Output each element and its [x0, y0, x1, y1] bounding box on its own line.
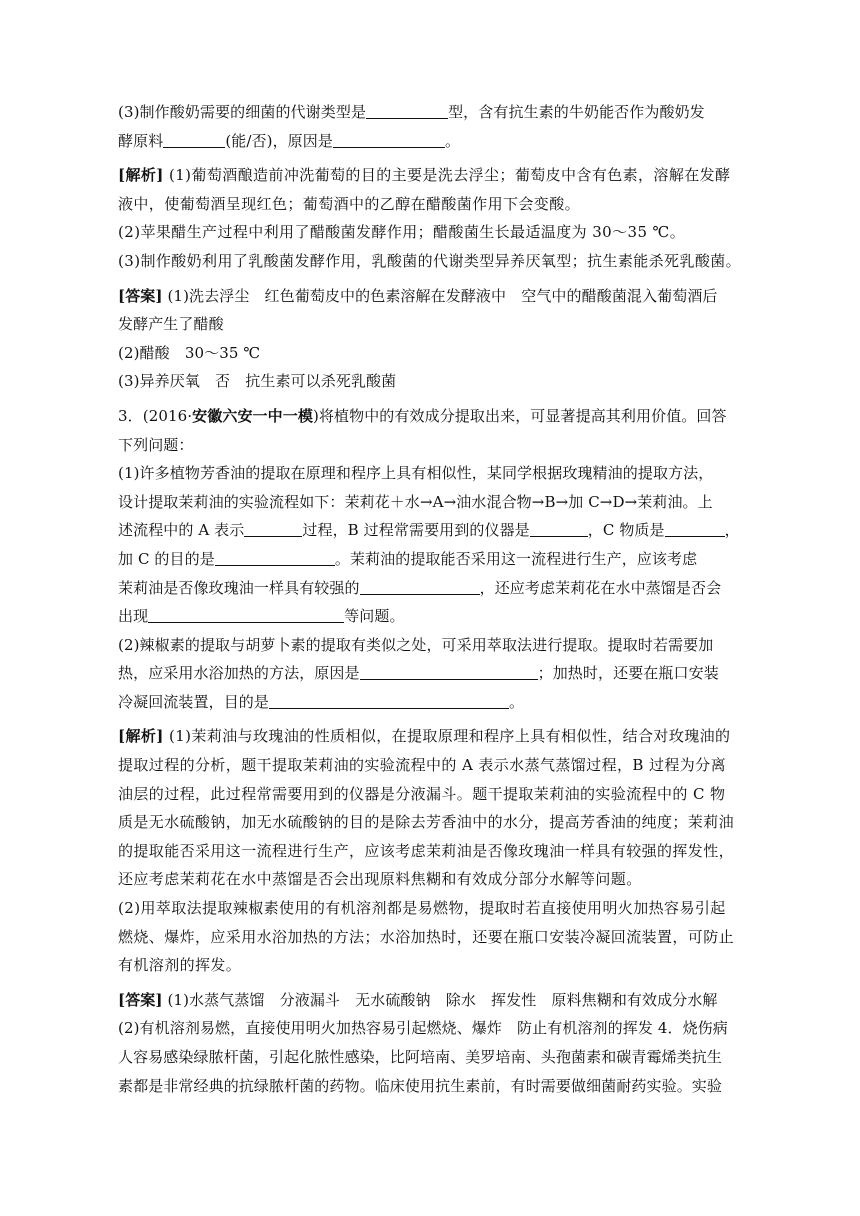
- answer-line: 素都是非常经典的抗绿脓杆菌的药物。临床使用抗生素前，有时需要做细菌耐药实验。实验: [118, 1076, 723, 1095]
- answer-blank: [244, 520, 302, 537]
- answer-line: 人容易感染绿脓杆菌，引起化脓性感染，比阿培南、美罗培南、头孢菌素和碳青霉烯类抗生: [118, 1048, 723, 1066]
- answer-blank: [665, 520, 725, 537]
- answer-blank: [163, 131, 225, 148]
- question-text: 茉莉油是否像玫瑰油一样具有较强的: [118, 578, 360, 597]
- answer-blank: [269, 692, 509, 709]
- question-line: [118, 127, 738, 156]
- analysis-line: 还应考虑茉莉花在水中蒸馏是否会出现原料焦糊和有效成分部分水解等问题。: [118, 870, 642, 889]
- question-text: 出现: [118, 607, 149, 626]
- question-text: ，C 物质是: [587, 521, 665, 540]
- answer-blank: [215, 549, 335, 566]
- question-text: 热，应采用水浴加热的方法，原因是: [118, 664, 360, 683]
- question-text: 述流程中的 A 表示: [118, 521, 245, 540]
- analysis-tag: [解析]: [118, 727, 164, 746]
- analysis-line: [118, 161, 738, 190]
- answer-blank: [360, 578, 480, 595]
- question-line: 设计提取茉莉油的实验流程如下：茉莉花＋水→A→油水混合物→B→加 C→D→茉莉油。上: [118, 492, 713, 511]
- question-text: 。: [509, 692, 525, 711]
- analysis-text: (1)葡萄酒酿造前冲洗葡萄的目的主要是洗去浮尘；葡萄皮中含有色素，溶解在发酵: [163, 166, 731, 185]
- question-text: 。: [444, 131, 461, 150]
- question-line: [118, 98, 738, 127]
- analysis-line: (2)用萃取法提取辣椒素使用的有机溶剂都是易燃物，提取时若直接使用明火加热容易引起: [118, 899, 726, 918]
- answer-text: (1)洗去浮尘 红色葡萄皮中的色素溶解在发酵液中 空气中的醋酸菌混入葡萄酒后: [162, 286, 718, 305]
- analysis-line: 有机溶剂的挥发。: [118, 956, 242, 975]
- question-text: 型，含有抗生素的牛奶能否作为酸奶发: [448, 103, 705, 121]
- question-text: 冷凝回流装置，目的是: [118, 692, 270, 711]
- answer-text: (1)水蒸气蒸馏 分液漏斗 无水硫酸钠 除水 挥发性 原料焦糊和有效成分水解: [162, 990, 718, 1009]
- question-text: )将植物中的有效成分提取出来，可显著提高其利用价值。回答: [312, 406, 727, 425]
- question-line: [118, 688, 738, 717]
- question-text: ，还应考虑茉莉花在水中蒸馏是否会: [479, 578, 722, 597]
- question-line: (2)辣椒素的提取与胡萝卜素的提取有类似之处，可采用萃取法进行提取。提取时若需要加: [118, 635, 714, 654]
- document-page: [118, 98, 742, 1100]
- question-line: 下列问题：: [118, 435, 194, 454]
- question-line: [118, 602, 738, 631]
- question-text: ，: [724, 521, 740, 540]
- answer-line: (2)有机溶剂易燃，直接使用明火加热容易引起燃烧、爆炸 防止有机溶剂的挥发 4．烧伤病: [118, 1019, 728, 1038]
- question-line: [118, 659, 738, 688]
- question-line: [118, 402, 738, 431]
- question-source: 安徽六安一中一模: [192, 406, 313, 425]
- analysis-tag: [解析]: [118, 166, 164, 185]
- question-text: (能/否)，原因是: [225, 131, 333, 150]
- answer-tag: [答案]: [118, 990, 163, 1009]
- answer-blank: [333, 131, 445, 148]
- analysis-text: (1)茉莉油与玫瑰油的性质相似，在提取原理和程序上具有相似性，结合对玫瑰油的: [163, 727, 731, 746]
- answer-line: [118, 986, 738, 1015]
- question-text: 。茉莉油的提取能否采用这一流程进行生产，应该考虑: [334, 549, 698, 568]
- question-line: [118, 545, 738, 574]
- question-text: 等问题。: [344, 607, 405, 626]
- answer-line: (3)异养厌氧 否 抗生素可以杀死乳酸菌: [118, 372, 397, 391]
- answer-blank: [530, 520, 588, 537]
- question-line: [118, 574, 738, 603]
- answer-line: 发酵产生了醋酸: [118, 315, 224, 334]
- analysis-line: (2)苹果醋生产过程中利用了醋酸菌发酵作用；醋酸菌生长最适温度为 30～35 ℃。: [118, 223, 686, 242]
- question-number: 3．(2016·: [118, 406, 193, 425]
- analysis-line: 质是无水硫酸钠，加无水硫酸钠的目的是除去芳香油中的水分，提高芳香油的纯度；茉莉油: [118, 813, 735, 832]
- question-text: 过程，B 过程常需要用到的仪器是: [302, 521, 530, 540]
- answer-line: [118, 282, 738, 311]
- analysis-line: 液中，使葡萄酒呈现红色；葡萄酒中的乙醇在醋酸菌作用下会变酸。: [118, 194, 581, 213]
- question-line: (1)许多植物芳香油的提取在原理和程序上具有相似性，某同学根据玫瑰精油的提取方法，: [118, 464, 714, 483]
- question-text: 酵原料: [118, 131, 164, 150]
- question-text: (3)制作酸奶需要的细菌的代谢类型是: [118, 103, 367, 121]
- analysis-line: (3)制作酸奶利用了乳酸菌发酵作用，乳酸菌的代谢类型异养厌氧型；抗生素能杀死乳酸菌。: [118, 251, 742, 270]
- analysis-line: 提取过程的分析，题干提取茉莉油的实验流程中的 A 表示水蒸气蒸馏过程，B 过程为分离: [118, 756, 726, 775]
- answer-blank: [366, 102, 448, 119]
- answer-blank: [360, 663, 538, 680]
- question-text: ；加热时，还要在瓶口安装: [537, 664, 719, 683]
- answer-blank: [148, 606, 344, 623]
- analysis-line: [118, 722, 738, 751]
- analysis-line: 燃烧、爆炸，应采用水浴加热的方法；水浴加热时，还要在瓶口安装冷凝回流装置，可防止: [118, 927, 735, 946]
- question-line: [118, 516, 738, 545]
- answer-tag: [答案]: [118, 286, 163, 305]
- analysis-line: 的提取能否采用这一流程进行生产，应该考虑茉莉油是否像玫瑰油一样具有较强的挥发性，: [118, 841, 735, 860]
- question-text: 加 C 的目的是: [118, 549, 215, 568]
- analysis-line: 油层的过程，此过程常需要用到的仪器是分液漏斗。题干提取茉莉油的实验流程中的 C 物: [118, 784, 726, 803]
- answer-line: (2)醋酸 30～35 ℃: [118, 343, 261, 362]
